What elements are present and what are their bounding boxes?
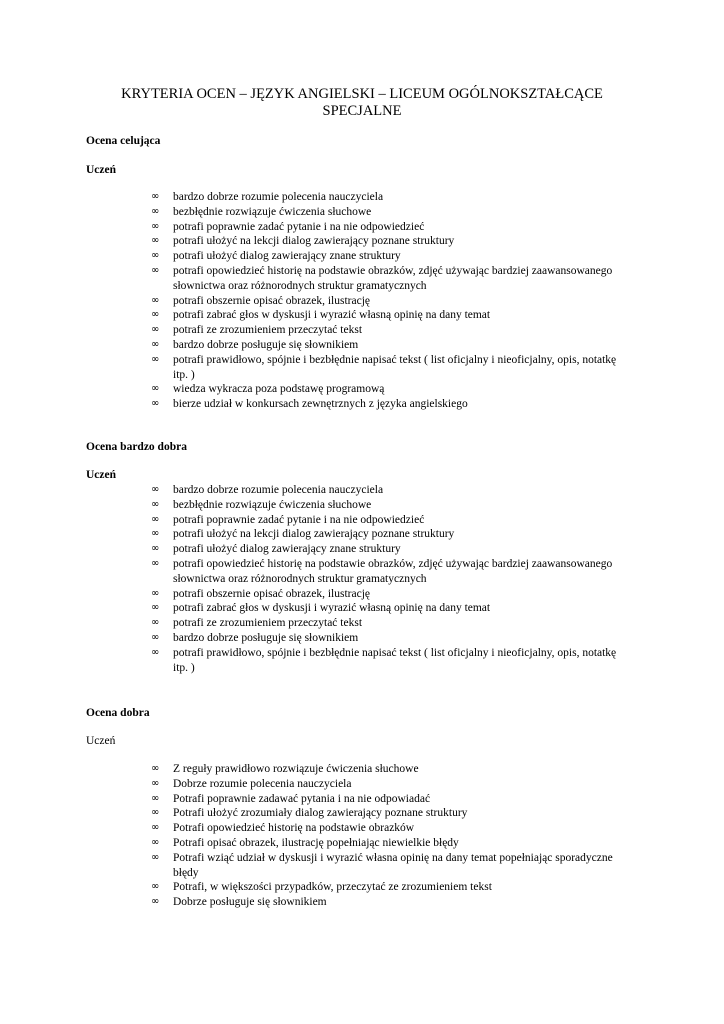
list-item-text: bardzo dobrze rozumie polecenia nauczyciela <box>173 484 384 496</box>
infinity-bullet-icon: ∞ <box>151 557 160 569</box>
infinity-bullet-icon: ∞ <box>151 264 160 276</box>
infinity-bullet-icon: ∞ <box>151 881 160 893</box>
list-item <box>151 895 621 910</box>
list-item-text: potrafi prawidłowo, spójnie i bezbłędnie napisać tekst ( list oficjalny i nieoficjalny, opis, notatkę itp. ) <box>173 353 617 381</box>
list-item <box>151 249 621 264</box>
list-item-text: bardzo dobrze rozumie polecenia nauczyciela <box>173 191 384 203</box>
list-item <box>151 338 621 353</box>
infinity-bullet-icon: ∞ <box>151 631 160 643</box>
infinity-bullet-icon: ∞ <box>151 602 160 614</box>
list-item <box>151 527 621 542</box>
list-item <box>151 616 621 631</box>
list-item <box>151 483 621 498</box>
infinity-bullet-icon: ∞ <box>151 398 160 410</box>
title-line-1: KRYTERIA OCEN – JĘZYK ANGIELSKI – LICEUM OGÓLNOKSZTAŁCĄCE <box>121 86 603 102</box>
list-item-text: potrafi ułożyć dialog zawierający znane struktury <box>173 543 401 556</box>
infinity-bullet-icon: ∞ <box>151 220 160 232</box>
list-item-text: bezbłędnie rozwiązuje ćwiczenia słuchowe <box>173 498 372 511</box>
section-2-subheading: Uczeń <box>86 469 117 481</box>
list-item <box>151 190 621 205</box>
list-item <box>151 777 621 792</box>
list-item-text: Dobrze rozumie polecenia nauczyciela <box>173 777 352 790</box>
infinity-bullet-icon: ∞ <box>151 822 160 834</box>
list-item-text: bierze udział w konkursach zewnętrznych z języka angielskiego <box>173 398 468 411</box>
infinity-bullet-icon: ∞ <box>151 294 160 306</box>
list-item <box>151 557 621 587</box>
infinity-bullet-icon: ∞ <box>151 646 160 658</box>
list-item <box>151 587 621 602</box>
section-3-list <box>151 762 621 910</box>
infinity-bullet-icon: ∞ <box>151 338 160 350</box>
list-item-text: Potrafi poprawnie zadawać pytania i na nie odpowiadać <box>173 792 431 805</box>
infinity-bullet-icon: ∞ <box>151 792 160 804</box>
list-item-text: potrafi prawidłowo, spójnie i bezbłędnie napisać tekst ( list oficjalny i nieoficjalny, opis, notatkę itp. ) <box>173 646 617 674</box>
list-item <box>151 382 621 397</box>
section-2-heading: Ocena bardzo dobra <box>86 441 187 453</box>
list-item-text: Z reguły prawidłowo rozwiązuje ćwiczenia słuchowe <box>173 763 419 775</box>
list-item <box>151 851 621 881</box>
list-item-text: potrafi ułożyć na lekcji dialog zawierający poznane struktury <box>173 235 455 248</box>
title-line-2: SPECJALNE <box>322 103 402 119</box>
list-item <box>151 762 621 777</box>
list-item-text: potrafi ze zrozumieniem przeczytać tekst <box>173 617 363 630</box>
list-item <box>151 294 621 309</box>
infinity-bullet-icon: ∞ <box>151 498 160 510</box>
list-item-text: Potrafi wziąć udział w dyskusji i wyrazić własna opinię na dany temat popełniając sporadyczne błędy <box>173 851 613 879</box>
list-item-text: Potrafi, w większości przypadków, przeczytać ze zrozumieniem tekst <box>173 881 492 894</box>
list-item-text: wiedza wykracza poza podstawę programową <box>173 383 385 396</box>
list-item <box>151 646 621 676</box>
infinity-bullet-icon: ∞ <box>151 324 160 336</box>
infinity-bullet-icon: ∞ <box>151 777 160 789</box>
infinity-bullet-icon: ∞ <box>151 205 160 217</box>
document-title <box>60 86 664 120</box>
infinity-bullet-icon: ∞ <box>151 763 160 774</box>
list-item <box>151 821 621 836</box>
list-item-text: Potrafi opisać obrazek, ilustrację popełniając niewielkie błędy <box>173 836 459 849</box>
infinity-bullet-icon: ∞ <box>151 807 160 819</box>
infinity-bullet-icon: ∞ <box>151 528 160 540</box>
list-item-text: potrafi obszernie opisać obrazek, ilustrację <box>173 587 371 600</box>
section-2-list <box>151 483 621 675</box>
list-item-text: potrafi zabrać głos w dyskusji i wyrazić własną opinię na dany temat <box>173 602 491 615</box>
infinity-bullet-icon: ∞ <box>151 513 160 525</box>
list-item-text: potrafi zabrać głos w dyskusji i wyrazić własną opinię na dany temat <box>173 309 491 322</box>
list-item <box>151 308 621 323</box>
list-item <box>151 353 621 383</box>
list-item <box>151 792 621 807</box>
section-1-heading: Ocena celująca <box>86 135 161 147</box>
infinity-bullet-icon: ∞ <box>151 309 160 321</box>
infinity-bullet-icon: ∞ <box>151 587 160 599</box>
list-item <box>151 806 621 821</box>
list-item <box>151 836 621 851</box>
list-item-text: potrafi obszernie opisać obrazek, ilustrację <box>173 294 371 307</box>
infinity-bullet-icon: ∞ <box>151 353 160 365</box>
section-1-subheading: Uczeń <box>86 164 117 176</box>
infinity-bullet-icon: ∞ <box>151 235 160 247</box>
list-item <box>151 542 621 557</box>
section-3-heading: Ocena dobra <box>86 707 150 719</box>
list-item <box>151 397 621 412</box>
infinity-bullet-icon: ∞ <box>151 617 160 629</box>
list-item <box>151 498 621 513</box>
list-item-text: Potrafi opowiedzieć historię na podstawie obrazków <box>173 822 415 835</box>
infinity-bullet-icon: ∞ <box>151 896 160 908</box>
list-item <box>151 220 621 235</box>
list-item <box>151 880 621 895</box>
infinity-bullet-icon: ∞ <box>151 250 160 262</box>
list-item-text: bardzo dobrze posługuje się słownikiem <box>173 631 359 644</box>
list-item-text: potrafi opowiedzieć historię na podstawie obrazków, zdjęć używając bardziej zaawansowanego słownictwa oraz różnorodnych struktur gramatycznych <box>173 557 613 585</box>
section-3-subheading: Uczeń <box>86 735 116 747</box>
infinity-bullet-icon: ∞ <box>151 383 160 395</box>
list-item <box>151 601 621 616</box>
list-item-text: potrafi opowiedzieć historię na podstawie obrazków, zdjęć używając bardziej zaawansowanego słownictwa oraz różnorodnych struktur gramatycznych <box>173 264 613 292</box>
list-item <box>151 323 621 338</box>
list-item-text: Potrafi ułożyć zrozumiały dialog zawierający poznane struktury <box>173 807 468 820</box>
list-item <box>151 234 621 249</box>
list-item <box>151 205 621 220</box>
list-item-text: potrafi ułożyć dialog zawierający znane struktury <box>173 250 401 263</box>
infinity-bullet-icon: ∞ <box>151 484 160 495</box>
infinity-bullet-icon: ∞ <box>151 191 160 202</box>
list-item <box>151 631 621 646</box>
list-item-text: potrafi poprawnie zadać pytanie i na nie odpowiedzieć <box>173 513 425 526</box>
list-item-text: bezbłędnie rozwiązuje ćwiczenia słuchowe <box>173 205 372 218</box>
infinity-bullet-icon: ∞ <box>151 851 160 863</box>
list-item-text: potrafi ze zrozumieniem przeczytać tekst <box>173 324 363 337</box>
infinity-bullet-icon: ∞ <box>151 543 160 555</box>
list-item-text: bardzo dobrze posługuje się słownikiem <box>173 338 359 351</box>
list-item-text: potrafi ułożyć na lekcji dialog zawierający poznane struktury <box>173 528 455 541</box>
list-item <box>151 264 621 294</box>
list-item-text: Dobrze posługuje się słownikiem <box>173 896 327 909</box>
infinity-bullet-icon: ∞ <box>151 836 160 848</box>
list-item <box>151 513 621 528</box>
list-item-text: potrafi poprawnie zadać pytanie i na nie odpowiedzieć <box>173 220 425 233</box>
section-1-list <box>151 190 621 412</box>
